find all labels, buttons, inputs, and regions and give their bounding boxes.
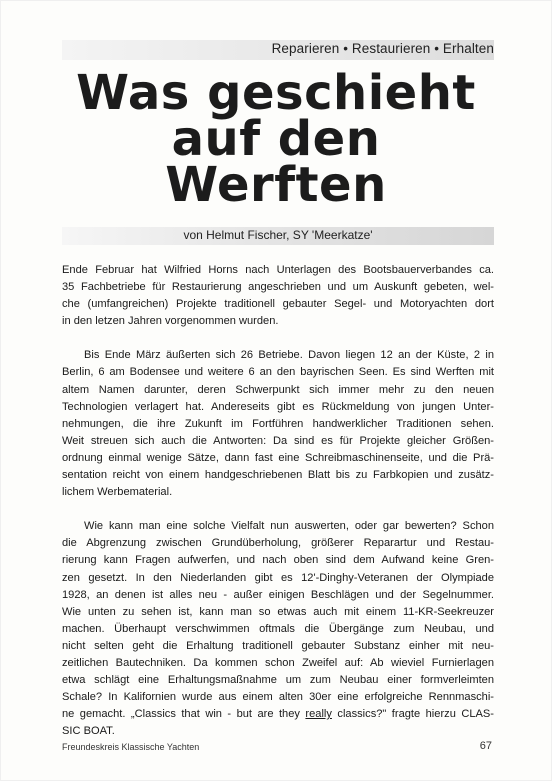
text-line: ordnung einmal wenige Sätze, dann fast eine Schreibmaschinenseite, und die Prä- bbox=[62, 451, 494, 464]
title-line-1: Was geschieht bbox=[76, 65, 476, 121]
text-line: Schale? In Kalifornien wurde aus einem alten 30er eine erfolgreiche Rennmaschi- bbox=[62, 691, 494, 704]
byline: von Helmut Fischer, SY 'Meerkatze' bbox=[183, 228, 373, 242]
text-line: SIC BOAT. bbox=[62, 725, 115, 738]
text-run: ne gemacht. „Classics that win - but are they bbox=[62, 708, 300, 721]
text-run: classics?" fragte hierzu CLAS- bbox=[337, 708, 494, 721]
text-line: die Abgrenzung zwischen Grundüberholung, größerer Reparartur und Restau- bbox=[62, 537, 494, 550]
underlined-word: really bbox=[305, 708, 332, 721]
text-line-with-underline bbox=[62, 706, 494, 723]
text-line: sentation reicht von einem handgeschriebenen Blatt bis zu Farbkopien und zusätz- bbox=[62, 469, 494, 482]
text-line: Weit streuen sich auch die Antworten: Da sind es für Projekte gleicher Größen- bbox=[62, 434, 494, 447]
text-line: zen gesetzt. In den Niederlanden gibt es 12'-Dinghy-Veteranen der Olympiade bbox=[62, 571, 494, 584]
text-line: Wie kann man eine solche Vielfalt nun auswerten, oder gar bewerten? Schon bbox=[84, 520, 494, 533]
text-line: Berlin, 6 am Bodensee und weitere 6 an den bayrischen Seen. Es sind Werften mit bbox=[62, 366, 494, 379]
text-line: zeitlichen Bautechniken. Da kommen schon Zweifel auf: Ab wieviel Furnierlagen bbox=[62, 656, 494, 669]
paragraph-1 bbox=[62, 262, 494, 330]
text-line: altem Namen darunter, deren Schwerpunkt sich immer mehr zu den neuen bbox=[62, 383, 494, 396]
text-line: lichem Werbematerial. bbox=[62, 486, 173, 499]
text-line: Ende Februar hat Wilfried Horns nach Unterlagen des Bootsbauerverbandes ca. bbox=[62, 264, 494, 276]
text-line: machen. Überhaupt verschwimmen oftmals die Übergänge zum Neubau, und bbox=[62, 622, 494, 635]
title-line-2: auf den bbox=[171, 111, 381, 167]
text-line: etwa schlägt eine Erhaltungsmaßnahme um zum Neubau einer formverleimten bbox=[62, 674, 494, 687]
text-line: Technologien verlagert hat. Andereseits gibt es Rückmeldung von jungen Unter- bbox=[62, 400, 494, 413]
article-body bbox=[62, 262, 494, 757]
page-number: 67 bbox=[479, 740, 492, 752]
paragraph-3 bbox=[62, 518, 494, 740]
footer-publication: Freundeskreis Klassische Yachten bbox=[62, 742, 200, 752]
article-title bbox=[0, 65, 552, 213]
text-line: in den letzen Jahren vorgenommen wurden. bbox=[62, 315, 279, 328]
text-line: nehmungen, die ihre Zukunft im Fortführen handwerklicher Traditionen sehen. bbox=[62, 417, 494, 430]
paragraph-2 bbox=[62, 347, 494, 501]
section-header: Reparieren • Restaurieren • Erhalten bbox=[271, 41, 494, 56]
text-line: rierung kann Fragen aufwerfen, und nach oben sind dem Aufwand keine Gren- bbox=[62, 554, 494, 567]
text-line: Bis Ende März äußerten sich 26 Betriebe. Davon liegen 12 an der Küste, 2 in bbox=[84, 349, 494, 362]
text-line: Wie unten zu sehen ist, kann man so etwas auch mit einem 11-KR-Seekreuzer bbox=[62, 605, 494, 618]
text-line: che (umfangreichen) Projekte traditionell gebauter Segel- und Motoryachten dort bbox=[62, 298, 494, 311]
text-line: 1928, an denen ist alles neu - außer einigen Beschlägen und der Segelnummer. bbox=[62, 588, 494, 601]
title-line-3: Werften bbox=[165, 157, 387, 213]
text-line: 35 Fachbetriebe für Restaurierung angeschrieben und um Auskunft gebeten, wel- bbox=[62, 281, 494, 294]
text-line: nicht selten geht die Erhaltung traditionell gebauter Substanz einher mit neu- bbox=[62, 639, 494, 652]
